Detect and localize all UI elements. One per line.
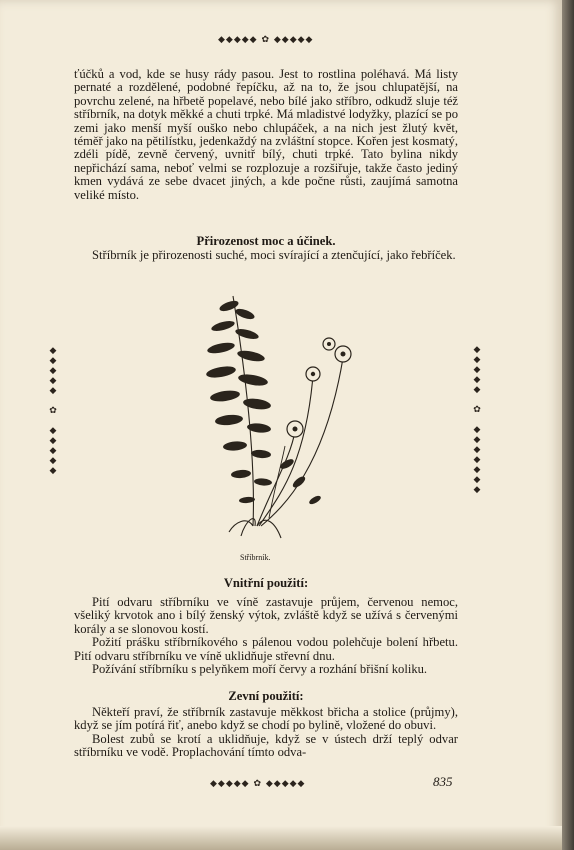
bottom-ornament: ◆◆◆◆◆ ✿ ◆◆◆◆◆ bbox=[210, 779, 306, 789]
top-ornament: ◆◆◆◆◆ ✿ ◆◆◆◆◆ bbox=[218, 35, 314, 45]
silverweed-illustration bbox=[195, 286, 365, 548]
heading-moc: Přirozenost moc a účinek. bbox=[196, 234, 336, 248]
vnitrni-paragraph-3: Požívání stříbrníku s pelyňkem moří červy a rozhání břišní koliku. bbox=[92, 662, 428, 677]
vnitrni-paragraph-2: Požití prášku stříbrníkového s pálenou vodou polehčuje bolení hřbetu. Pití odvaru stříbrníku ve víně uklidňuje střevní dnu. bbox=[74, 635, 458, 663]
zevni-paragraph-1: Někteří praví, že stříbrník zastavuje měkkost břicha a stolice (průjmy), když se jím potírá řiť, anebo když se chodí po bylině, vložené do obuvi. bbox=[74, 705, 458, 733]
intro-text bbox=[74, 68, 458, 202]
book-spine bbox=[562, 0, 574, 850]
heading-zevni: Zevní použití: bbox=[228, 689, 304, 703]
vnitrni-text bbox=[74, 596, 458, 676]
page-number: 835 bbox=[433, 774, 453, 789]
heading-vnitrni: Vnitřní použití: bbox=[223, 576, 309, 590]
vnitrni-paragraph-1: Pití odvaru stříbrníku ve víně zastavuje průjem, červenou nemoc, všeliký krvotok ano i bílý ženský výtok, zvláště když se užívá s červenými korály a se slonovou kostí. bbox=[74, 595, 458, 636]
right-margin-ornament: ◆ ◆ ◆ ◆ ◆ ✿ ◆ ◆ ◆ ◆ ◆ ◆ ◆ bbox=[473, 345, 481, 495]
zevni-paragraph-2: Bolest zubů se krotí a uklidňuje, když se v ústech drží teplý odvar stříbrníku ve vodě. Proplachování tímto odva- bbox=[74, 731, 458, 760]
illustration-caption: Stříbrník. bbox=[240, 553, 271, 562]
intro-paragraph: ťúčků a vod, kde se husy rády pasou. Jest to rostlina poléhavá. Má listy pernaté a rozdělené, podobné řepíčku, až na to, že jsou chlupatější, na povrchu zelené, na hřbetě popelavé, nebo bílé jako stříbro, odkudž sluje též stříbrník, na dotyk měkké a chuti trpké. Má mladistvé lodyžky, plazící se po zemi jako menší myší ouško nebo chlupáček, a na nich jest žlutý květ, téměř jako na pětilístku, jedenkaždý na zvláštní stopce. Kořen jest kosmatý, zdéli pídě, zevně červený, uvnitř bílý, chuti trpké. Tato bylina nikdy nepřichází sama, neboť velmi se rozplozuje a rozšiřuje, takže často jediný kmen vydává ze sebe dvacet jiných, a kde počne růsti, zaujímá samotna veliké místo. bbox=[74, 67, 458, 202]
moc-text bbox=[74, 249, 458, 262]
zevni-text bbox=[74, 706, 458, 760]
page-bottom-edge bbox=[0, 826, 562, 850]
left-margin-ornament: ◆ ◆ ◆ ◆ ◆ ✿ ◆ ◆ ◆ ◆ ◆ bbox=[49, 346, 57, 476]
moc-paragraph: Stříbrník je přirozenosti suché, moci svírající a ztenčující, jako řebříček. bbox=[92, 248, 456, 262]
